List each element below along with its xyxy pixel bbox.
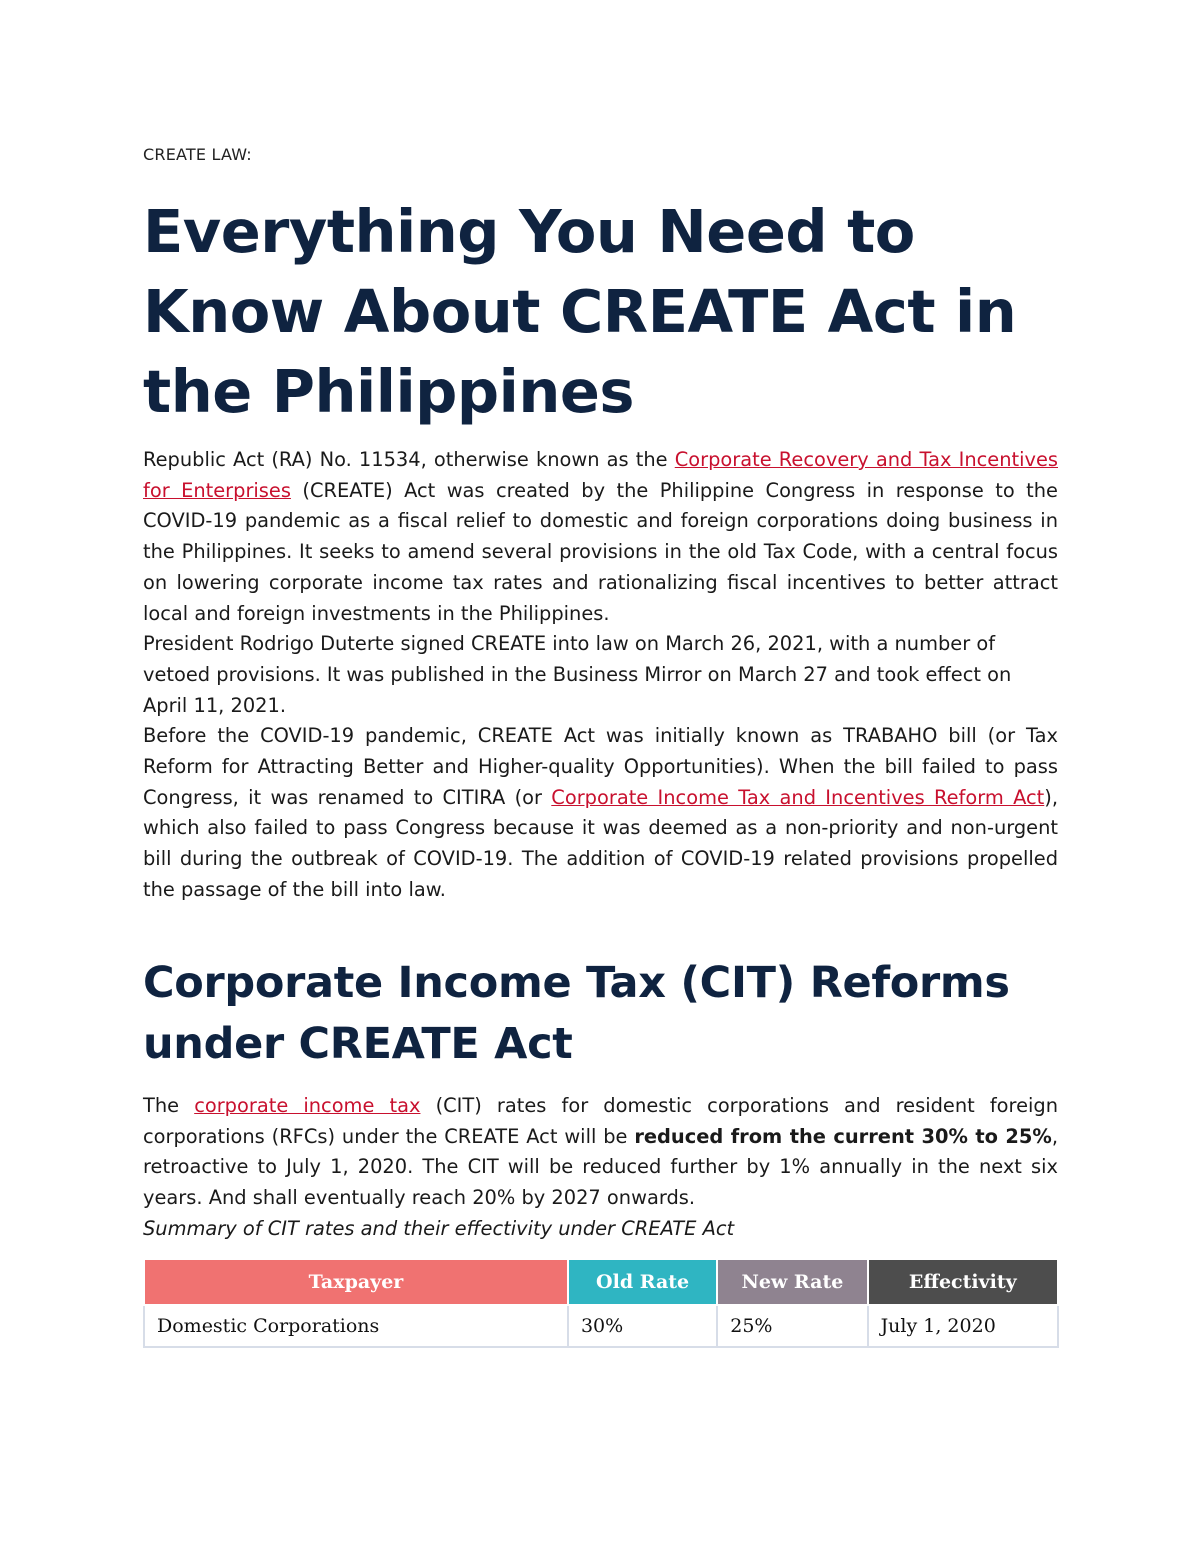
cit-bold-text: reduced from the current 30% to 25% <box>634 1124 1052 1148</box>
header-effectivity: Effectivity <box>868 1259 1058 1305</box>
intro-p3-text-after: ), which also failed to pass Congress because it was deemed as a non-priority and non-urgent bill during the outbreak of COVID-19. The addition of COVID-19 related provisions propelled the passage of the bill into law. <box>143 785 1058 901</box>
cit-text-mid: (CIT) rates for domestic corporations and resident foreign corporations (RFCs) under the CREATE Act will be <box>143 1094 1058 1148</box>
page-title: Everything You Need to Know About CREATE Act in the Philippines <box>143 197 1017 426</box>
create-act-link[interactable]: Corporate Recovery and Tax Incentives for Enterprises <box>143 448 1058 502</box>
cit-text-before: The <box>143 1094 195 1117</box>
corporate-income-tax-link[interactable]: corporate income tax <box>194 1094 421 1117</box>
intro-paragraph-3 <box>143 721 1058 905</box>
cell-old-rate: 30% <box>568 1305 717 1347</box>
cit-paragraph <box>143 1091 1058 1214</box>
intro-p1-text-before: Republic Act (RA) No. 11534, otherwise known as the <box>143 448 675 471</box>
header-taxpayer: Taxpayer <box>144 1259 568 1305</box>
intro-paragraph-1 <box>143 445 1058 629</box>
intro-section <box>143 445 1058 906</box>
table-row <box>144 1305 1058 1347</box>
cit-text-after: , retroactive to July 1, 2020. The CIT will be reduced further by 1% annually in the next six years. And shall eventually reach 20% by 2027 onwards. <box>143 1124 1058 1210</box>
intro-p3-text-before: Before the COVID-19 pandemic, CREATE Act was initially known as TRABAHO bill (or Tax Reform for Attracting Better and Higher-quality Opportunities). When the bill failed to pass Congress, it was renamed to CITIRA (or <box>143 724 1058 809</box>
kicker-label: CREATE LAW: <box>143 145 252 164</box>
table-caption: Summary of CIT rates and their effectivity under CREATE Act <box>143 1216 735 1240</box>
section-heading: Corporate Income Tax (CIT) Reforms under CREATE Act <box>143 958 1010 1069</box>
cell-new-rate: 25% <box>717 1305 867 1347</box>
header-new-rate: New Rate <box>717 1259 867 1305</box>
table-header-row <box>144 1259 1058 1305</box>
header-old-rate: Old Rate <box>568 1259 717 1305</box>
intro-p1-text-after: (CREATE) Act was created by the Philippine Congress in response to the COVID-19 pandemic as a fiscal relief to domestic and foreign corporations doing business in the Philippines. It seeks to amend several provisions in the old Tax Code, with a central focus on lowering corporate income tax rates and rationalizing fiscal incentives to better attract local and foreign investments in the Philippines. <box>143 478 1058 625</box>
citira-link[interactable]: Corporate Income Tax and Incentives Reform Act <box>551 785 1045 809</box>
cit-rate-table <box>143 1258 1059 1348</box>
intro-paragraph-2: President Rodrigo Duterte signed CREATE into law on March 26, 2021, with a number of vetoed provisions. It was published in the Business Mirror on March 27 and took effect on April 11, 2021. <box>143 632 1012 717</box>
cit-section <box>143 1091 1058 1245</box>
cell-effectivity: July 1, 2020 <box>868 1305 1058 1347</box>
cell-taxpayer: Domestic Corporations <box>144 1305 568 1347</box>
